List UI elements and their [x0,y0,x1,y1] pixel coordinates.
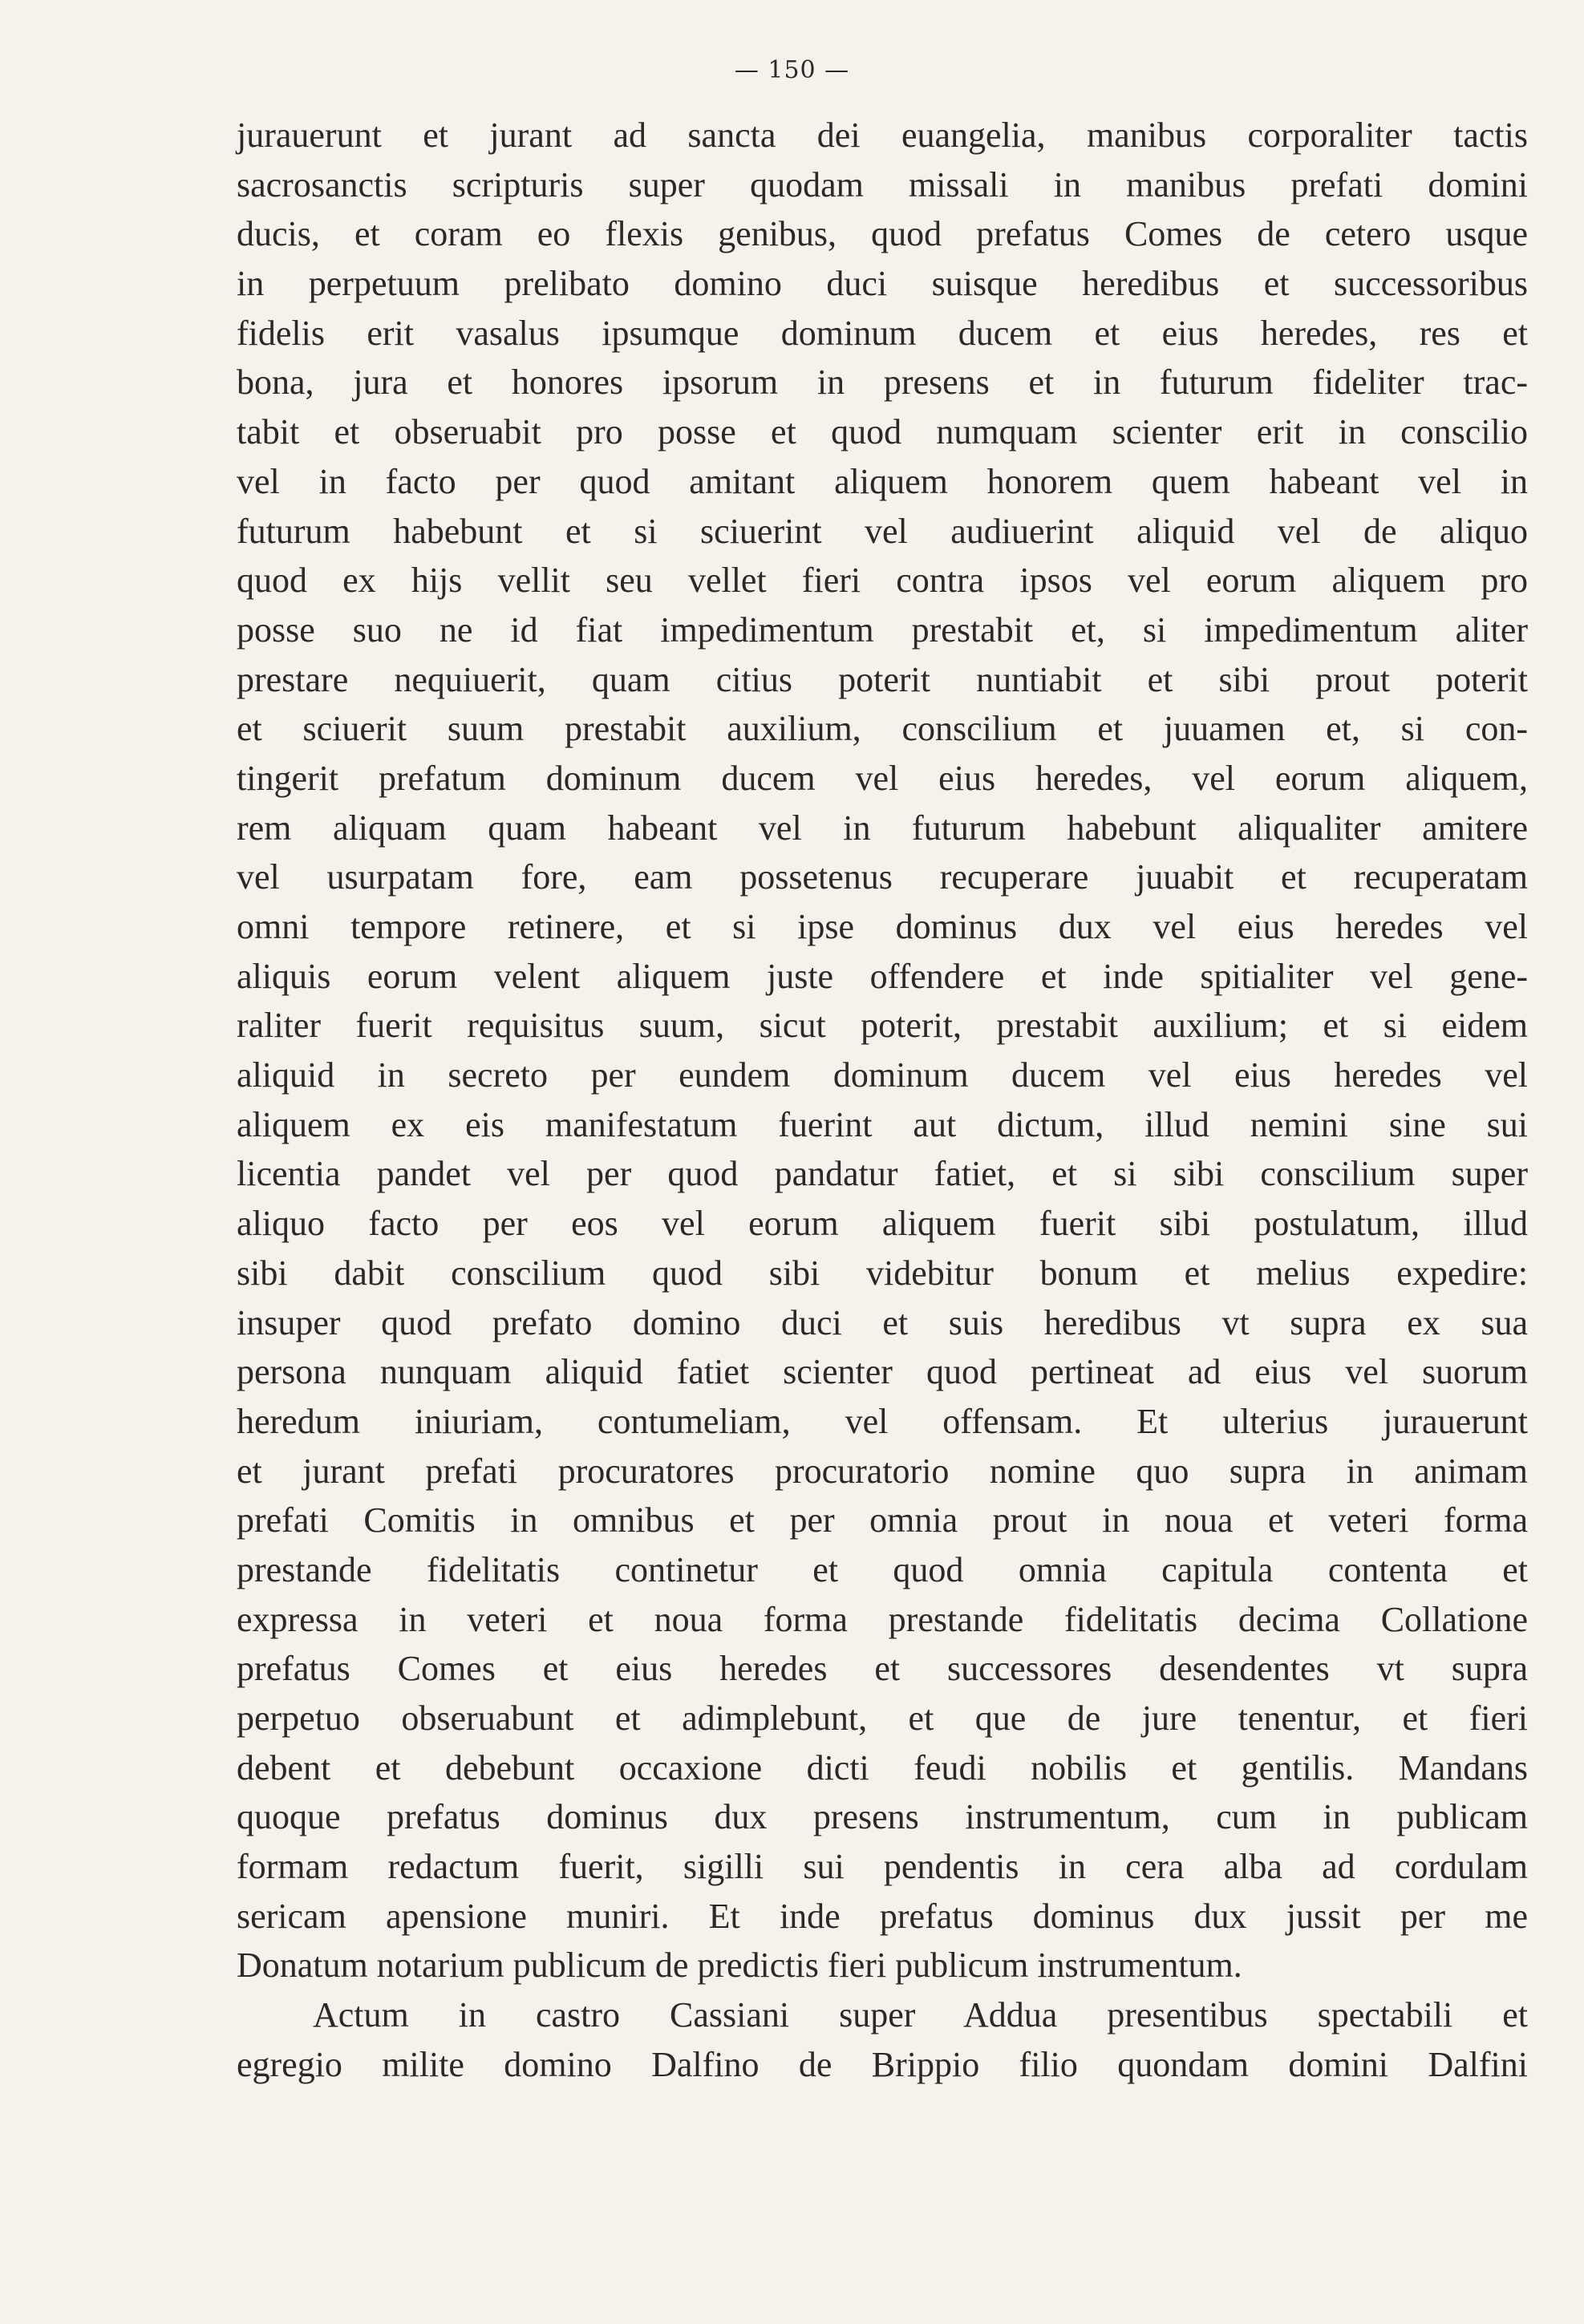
text-line: bona, jura et honores ipsorum in presens et in futurum fideliter trac- [237,362,1528,403]
text-line: aliquis eorum velent aliquem juste offendere et inde spitialiter vel gene- [237,956,1528,996]
text-line: in perpetuum prelibato domino duci suisque heredibus et successoribus [237,264,1528,304]
text-line: posse suo ne id fiat impedimentum prestabit et, si impedimentum aliter [237,609,1528,650]
text-line: quod ex hijs vellit seu vellet fieri contra ipsos vel eorum aliquem pro [237,561,1528,601]
text-line: futurum habebunt et si sciuerint vel audiuerint aliquid vel de aliquo [237,511,1528,551]
text-line: insuper quod prefato domino duci et suis heredibus vt supra ex sua [237,1302,1528,1342]
text-line: prestare nequiuerit, quam citius poterit nuntiabit et sibi prout poterit [237,659,1528,699]
text-line: persona nunquam aliquid fatiet scienter quod pertineat ad eius vel suorum [237,1352,1528,1392]
text-line: quoque prefatus dominus dux presens instrumentum, cum in publicam [237,1797,1528,1837]
text-line: tabit et obseruabit pro posse et quod numquam scienter erit in conscilio [237,412,1528,452]
text-line: sacrosanctis scripturis super quodam missali in manibus prefati domini [237,164,1528,204]
text-line: aliquem ex eis manifestatum fuerint aut dictum, illud nemini sine sui [237,1104,1528,1144]
text-line: expressa in veteri et noua forma prestande fidelitatis decima Collatione [237,1599,1528,1639]
text-line: rem aliquam quam habeant vel in futurum habebunt aliqualiter amitere [237,808,1528,848]
text-line: tingerit prefatum dominum ducem vel eius heredes, vel eorum aliquem, [237,758,1528,798]
text-line: formam redactum fuerit, sigilli sui pendentis in cera alba ad cordulam [237,1847,1528,1887]
text-line: ducis, et coram eo flexis genibus, quod prefatus Comes de cetero usque [237,214,1528,254]
text-line: Donatum notarium publicum de predictis fieri publicum instrumentum. [237,1945,1242,1986]
text-line: raliter fuerit requisitus suum, sicut poterit, prestabit auxilium; et si eidem [237,1006,1528,1046]
body-text [237,111,1528,2090]
text-line: perpetuo obseruabunt et adimplebunt, et que de jure tenentur, et fieri [237,1698,1528,1738]
text-line: sibi dabit conscilium quod sibi videbitur bonum et melius expedire: [237,1253,1528,1293]
text-line: fidelis erit vasalus ipsumque dominum ducem et eius heredes, res et [237,313,1528,353]
page-number: — 150 — [734,56,850,84]
text-line: vel in facto per quod amitant aliquem honorem quem habeant vel in [237,461,1528,501]
text-line: sericam apensione muniri. Et inde prefatus dominus dux jussit per me [237,1896,1528,1936]
text-line: et jurant prefati procuratores procuratorio nomine quo supra in animam [237,1451,1528,1491]
text-line: vel usurpatam fore, eam possetenus recuperare juuabit et recuperatam [237,857,1528,897]
text-line: licentia pandet vel per quod pandatur fatiet, et si sibi conscilium super [237,1154,1528,1194]
text-line: prefati Comitis in omnibus et per omnia prout in noua et veteri forma [237,1500,1528,1541]
text-line: et sciuerit suum prestabit auxilium, conscilium et juuamen et, si con- [237,709,1528,749]
text-line: heredum iniuriam, contumeliam, vel offensam. Et ulterius jurauerunt [237,1401,1528,1441]
text-line: prestande fidelitatis continetur et quod omnia capitula contenta et [237,1549,1528,1589]
text-line: egregio milite domino Dalfino de Brippio filio quondam domini Dalfini [237,2044,1528,2084]
text-line: omni tempore retinere, et si ipse dominus dux vel eius heredes vel [237,907,1528,946]
text-line: debent et debebunt occaxione dicti feudi nobilis et gentilis. Mandans [237,1747,1528,1788]
text-line: jurauerunt et jurant ad sancta dei euangelia, manibus corporaliter tactis [237,115,1528,155]
text-line: aliquo facto per eos vel eorum aliquem fuerit sibi postulatum, illud [237,1204,1528,1244]
text-line: Actum in castro Cassiani super Addua presentibus spectabili et [313,1995,1528,2035]
text-line: aliquid in secreto per eundem dominum ducem vel eius heredes vel [237,1055,1528,1095]
text-line: prefatus Comes et eius heredes et successores desendentes vt supra [237,1649,1528,1689]
